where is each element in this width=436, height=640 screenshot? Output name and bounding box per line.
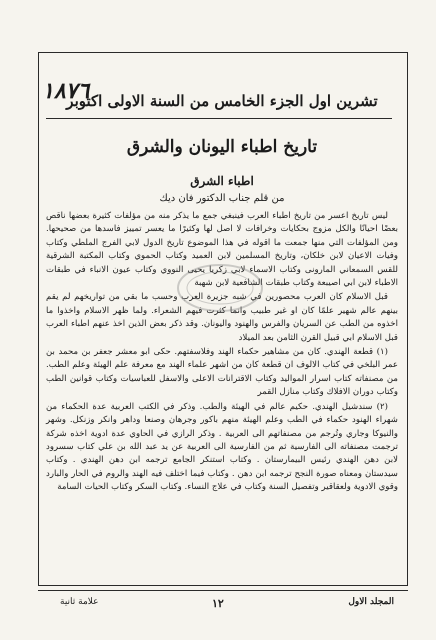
issue-header — [42, 78, 394, 110]
section-title: اطباء الشرق — [190, 174, 254, 188]
header-divider — [46, 118, 392, 119]
paragraph: (١) قطعة الهندي. كان من مشاهير حكماء الهند وفلاسفتهم. حكى ابو معشر جعفر بن محمد بن عمر البلخي في كتاب الالوف ان قطعة كان من اشهر علماء الهند مع معرفة علم الهيئة وعلم الطب. من مصنفاته كتاب اسرار المواليد وكتاب الاقترانات الاعلى والاسفل للعباسيات وكتاب قوانين الطب وكتاب دوران الافلاك وكتاب منازل القمر — [46, 347, 398, 398]
paragraph: قبل الاسلام كان العرب محصورين في شبه جزيرة العرب وحسب ما بقي من تواريخهم لم يقم بينهم عالم شهير علمًا كان او غير طبيب وانما كثرت فيهم الشعراء. ولما ظهر الاسلام واخذوا ما اخذوه من الطب عن السريان والفرس والهنود واليونان. وقد ذكر بعض الذين اخذ عنهم اطباء العرب قبل الاسلام ابي قبيل القرن الثامن بعد الميلاد — [46, 292, 398, 343]
volume-label: المجلد الاول — [348, 597, 394, 607]
issue-year: ١٨٧٦ — [42, 78, 90, 104]
paragraph: (٢) سندشيل الهندي. حكيم عالم في الهيئة والطب. وذكر في الكتب العربية عدة الحكماء من شهراء الهنود حكماء في الطب وعلم الهيئة منهم باكور وجرهان وصنعا وداهر وانكر وزنكل. وشهر والنيوكا وجاري وتُرجم من مصنفاتهم الى العربية . وذكر الرازي في الحاوي عدة ادوية اخذه شركة ترجمت مصنفاته الى الفارسية ثم من الفارسية الى العربية عن يد عبد الله بن علي كتاب سسرود لابن دهن الهندي رئيس البيمارستان . وكتاب استنكر الجامع ترجمه ابن دهن الهندي . وكتاب سيدستان ومعناه صورة النجح ترجمه ابن دهن . وكتاب فيما اختلف فيه الهند والروم في الحار والبارد وقوي الادوية ولعقاقير وتفصيل السنة وكتاب في علاج النساء. وكتاب السكر وكتاب الحيات السامة — [46, 401, 398, 493]
article-title: تاريخ اطباء اليونان والشرق — [126, 137, 318, 157]
footer-divider — [38, 590, 408, 591]
article-body — [46, 210, 398, 496]
author-line: من قلم جناب الدكتور فان ديك — [159, 193, 285, 204]
signature-mark: علامة ثانية — [60, 597, 99, 607]
paragraph: ليس تاريخ اعسر من تاريخ اطباء العرب فينبغي جمع ما يذكر منه من مؤلفات كثيرة بعضها ناقص بعضًا احيانًا والكل مزوج بحكايات وخرافات لا اصل لها وكثيرًا ما يعسر تمييز فاسدها من صحيحها. ومن المؤلفات التي منها جمعت ما اقوله في هذا الموضوع تاريخ الدول لابي الفرج الملطي وكتاب وفيات الاعيان لابن خلكان، وتاريخ المسلمين لابن العميد وكتاب الحموي وكتاب المكتبة الشرقية للقس السمعاني المارونى وكتاب الاسماء لابي زكريا يحيى النووي وكتاب عيون الانباء في طبقات الاطباء لابن ابي اصيبعة وكتاب طبقات الشافعية لابن شهبة — [46, 211, 398, 289]
page-number: ١٢ — [212, 597, 224, 610]
issue-title: تشرين اول الجزء الخامس من السنة الاولى اكتوبر — [66, 92, 378, 110]
